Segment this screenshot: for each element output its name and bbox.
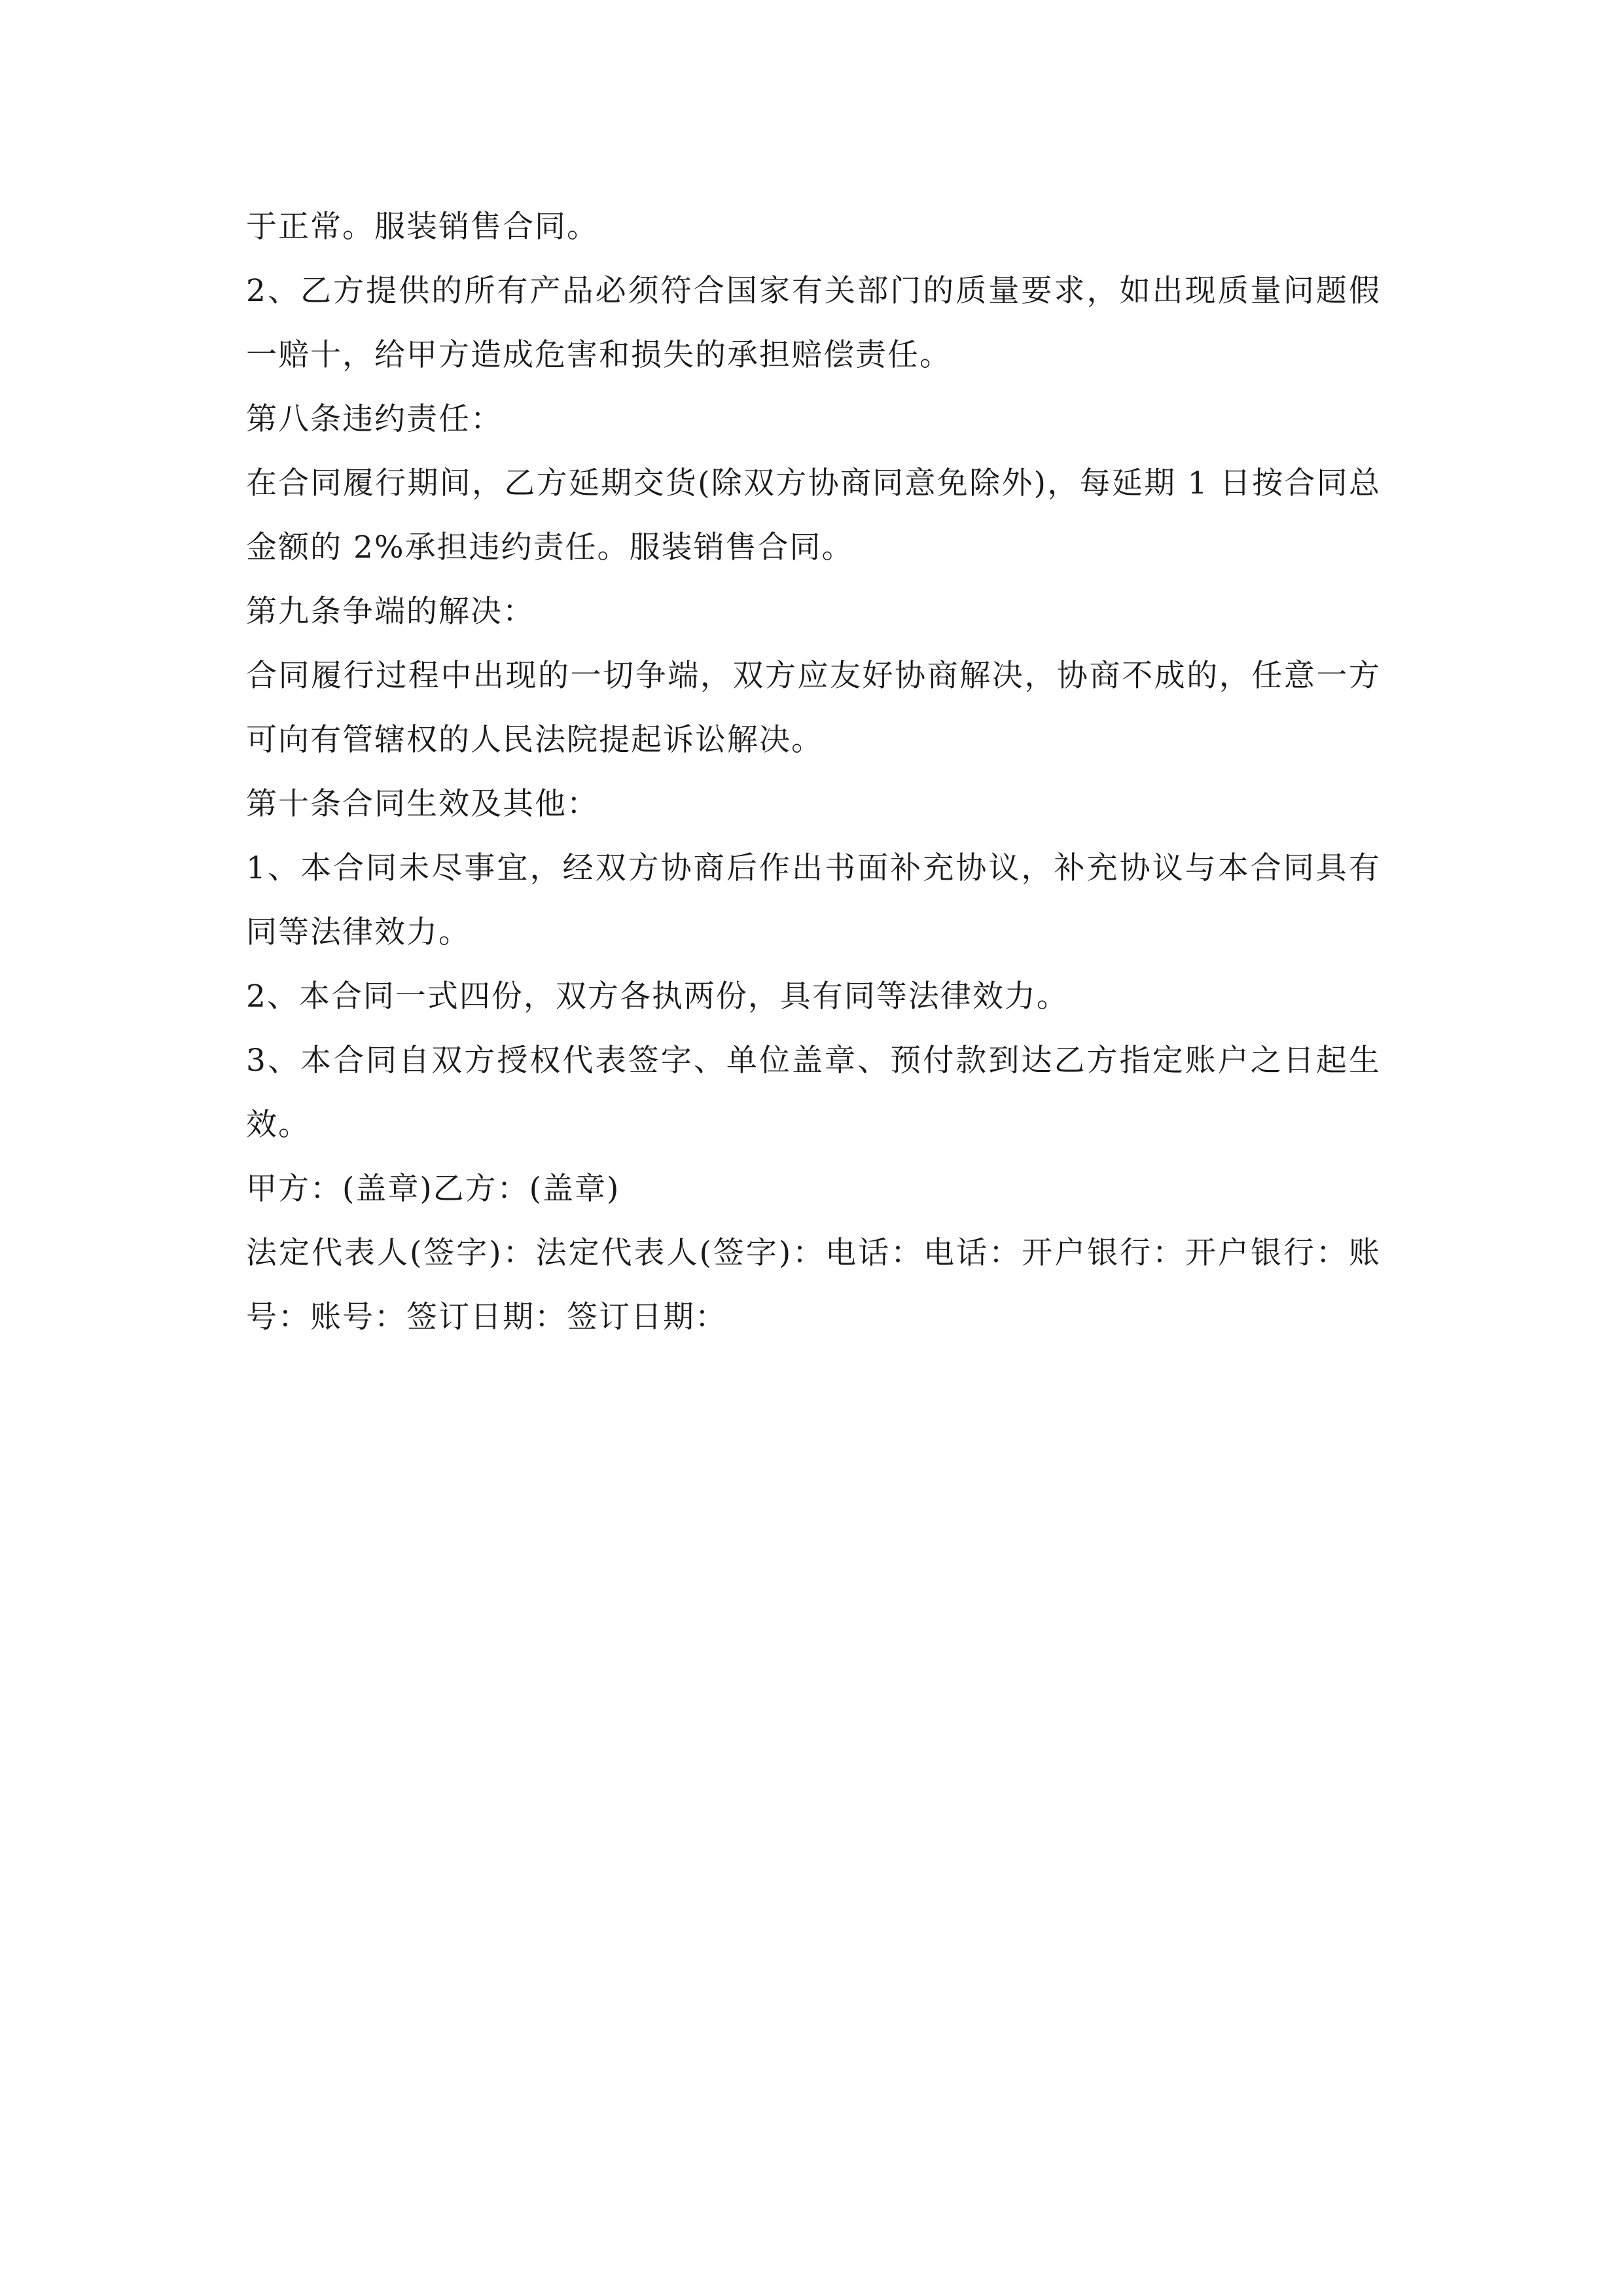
signature-details: 法定代表人(签字)：法定代表人(签字)：电话：电话：开户银行：开户银行：账号：账号：签订日期：签订日期： bbox=[246, 1235, 1381, 1335]
heading-article-8: 第八条违约责任： bbox=[246, 401, 503, 437]
heading-article-10: 第十条合同生效及其他： bbox=[246, 786, 599, 822]
paragraph-effective-clause: 3、本合同自双方授权代表签字、单位盖章、预付款到达乙方指定账户之日起生效。 bbox=[246, 1043, 1381, 1143]
document-body bbox=[246, 195, 1381, 1350]
paragraph-copies-clause: 2、本合同一式四份，双方各执两份，具有同等法律效力。 bbox=[246, 978, 1069, 1014]
heading-article-9: 第九条争端的解决： bbox=[246, 594, 535, 630]
signature-parties: 甲方：(盖章)乙方：(盖章) bbox=[246, 1171, 620, 1207]
paragraph-quality-clause: 2、乙方提供的所有产品必须符合国家有关部门的质量要求，如出现质量问题假一赔十，给甲方造成危害和损失的承担赔偿责任。 bbox=[246, 273, 1381, 373]
paragraph-supplement-clause: 1、本合同未尽事宜，经双方协商后作出书面补充协议，补充协议与本合同具有同等法律效力。 bbox=[246, 850, 1381, 950]
paragraph-breach-clause: 在合同履行期间，乙方延期交货(除双方协商同意免除外)，每延期 1 日按合同总金额的 2%承担违约责任。服装销售合同。 bbox=[246, 465, 1381, 565]
paragraph-dispute-clause: 合同履行过程中出现的一切争端，双方应友好协商解决，协商不成的，任意一方可向有管辖权的人民法院提起诉讼解决。 bbox=[246, 658, 1381, 758]
paragraph-continuation: 于正常。服装销售合同。 bbox=[246, 209, 599, 245]
